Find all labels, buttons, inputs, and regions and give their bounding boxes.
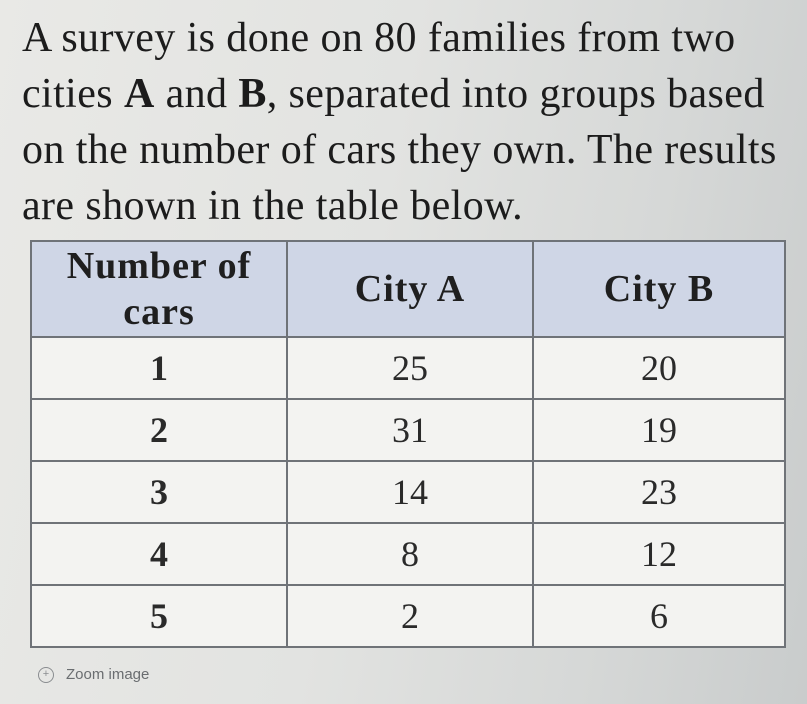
table-row [31,337,785,399]
cell-cars: 3 [31,461,287,523]
cell-city-b: 23 [533,461,785,523]
cell-cars: 5 [31,585,287,647]
survey-table [30,240,786,648]
table-row [31,399,785,461]
table-header-row [31,241,785,337]
table-row [31,585,785,647]
cell-city-b: 6 [533,585,785,647]
table-row [31,461,785,523]
header-number-of-cars: Number of cars [31,241,287,337]
question-text [22,10,797,234]
city-a-label: A [123,71,155,117]
cell-cars: 4 [31,523,287,585]
header-city-b: City B [533,241,785,337]
zoom-in-icon: + [38,667,54,683]
cell-cars: 1 [31,337,287,399]
cell-cars: 2 [31,399,287,461]
question-part-3: , separated into groups based on the number of cars they own. The results are shown in the table below. [22,71,777,229]
cell-city-b: 19 [533,399,785,461]
zoom-image-button[interactable] [38,666,149,683]
header-city-a: City A [287,241,533,337]
table-row [31,523,785,585]
question-part-1: A survey is done on 80 families from two cities [22,15,736,117]
survey-table-container [30,240,784,636]
cell-city-a: 8 [287,523,533,585]
city-b-label: B [238,71,267,117]
cell-city-a: 2 [287,585,533,647]
cell-city-b: 20 [533,337,785,399]
cell-city-b: 12 [533,523,785,585]
cell-city-a: 25 [287,337,533,399]
question-part-2: and [154,71,239,117]
cell-city-a: 14 [287,461,533,523]
cell-city-a: 31 [287,399,533,461]
zoom-image-label: Zoom image [66,666,150,683]
